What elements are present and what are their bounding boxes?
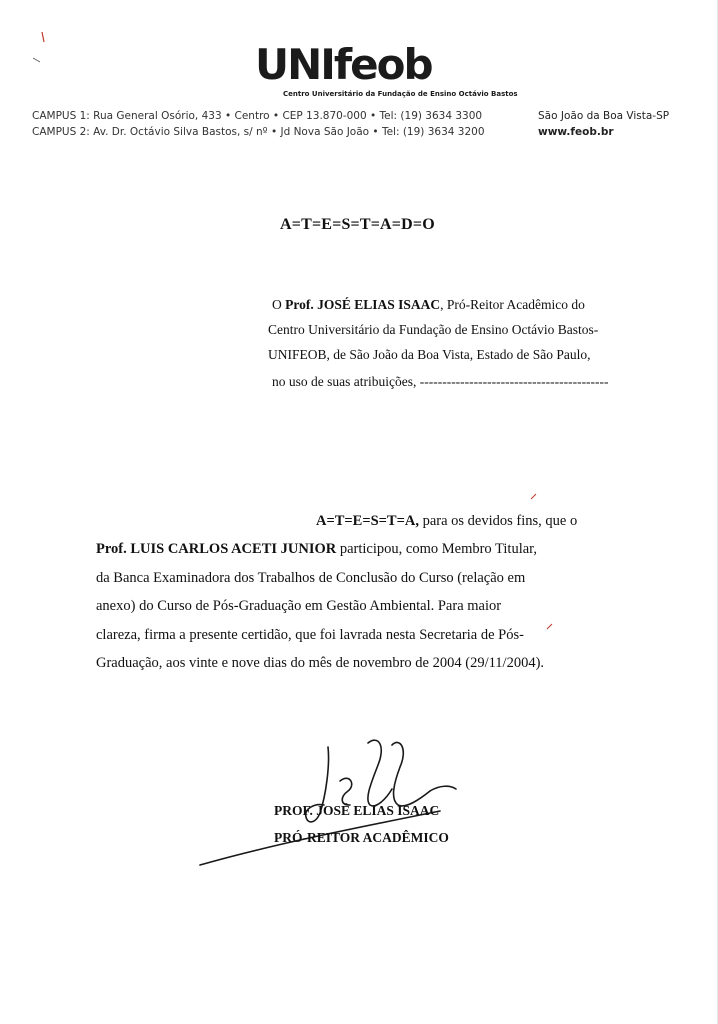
stray-red-mark-2 [544,620,556,632]
intro-line-3: UNIFEOB, de São João da Boa Vista, Estado de São Paulo, [268,347,591,362]
body-line-3: da Banca Examinadora dos Trabalhos de Conclusão do Curso (relação em [96,570,526,586]
stray-red-mark [528,490,540,502]
website-label: www.feob.br [538,126,614,138]
campus2-address: CAMPUS 2: Av. Dr. Octávio Silva Bastos, s/ nº • Jd Nova São João • Tel: (19) 3634 3200 [32,126,485,138]
handwritten-signature [180,725,480,875]
unifeob-logo [255,40,518,102]
signatory-name: PROF. JOSÉ ELIAS ISAAC [274,803,440,818]
body-line-1-suffix: para os devidos fins, que o [418,513,578,529]
intro-line-2: Centro Universitário da Fundação de Ensino Octávio Bastos- [268,322,599,337]
honoree-name: Prof. LUIS CARLOS ACETI JUNIOR [96,541,337,557]
intro-name: Prof. JOSÉ ELIAS ISAAC [285,297,441,312]
intro-prefix: O [272,297,286,312]
intro-line-1 [272,297,585,313]
stray-pen-mark [28,28,58,68]
signatory-role: PRÓ-REITOR ACADÊMICO [274,830,449,845]
body-line-5: clareza, firma a presente certidão, que foi lavrada nesta Secretaria de Pós- [96,627,524,643]
campus1-address: CAMPUS 1: Rua General Osório, 433 • Centro • CEP 13.870-000 • Tel: (19) 3634 3300 [32,110,483,122]
logo-wordmark: UNIfeob [255,40,432,89]
intro-line-4: no uso de suas atribuições, ------------------------------------------ [272,374,609,389]
body-line-4: anexo) do Curso de Pós-Graduação em Gestão Ambiental. Para maior [96,598,502,614]
attest-word: A=T=E=S=T=A, [316,513,419,529]
document-title: A=T=E=S=T=A=D=O [280,216,435,233]
intro-suffix: , Pró-Reitor Acadêmico do [440,297,585,312]
body-line-2-suffix: participou, como Membro Titular, [336,541,538,557]
body-line-2 [96,541,537,558]
body-line-1 [316,513,577,530]
body-line-6: Graduação, aos vinte e nove dias do mês de novembro de 2004 (29/11/2004). [96,655,545,671]
city-label: São João da Boa Vista-SP [538,110,670,122]
logo-subtitle: Centro Universitário da Fundação de Ensino Octávio Bastos [283,90,518,98]
